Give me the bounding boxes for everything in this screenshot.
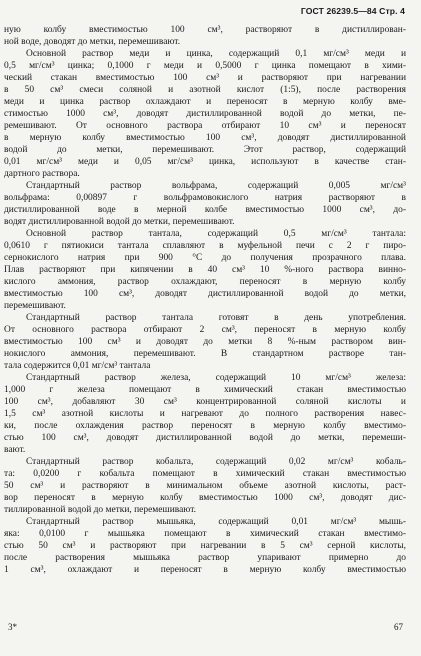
- text-line: Стандартный раствор вольфрама, содержащий 0,005 мг/см³: [26, 181, 406, 191]
- text-line: От основного раствора отбирают 2 см³, переносят в мерную колбу: [4, 325, 406, 335]
- text-line: Стандартный раствор железа, содержащий 10 мг/см³ железа:: [26, 373, 406, 383]
- text-line: ки, после охлаждения раствор переносят в мерную колбу вместимо-: [4, 421, 406, 431]
- text-line: сернокислого натрия при 900 °С до получения прозрачного плава.: [4, 253, 406, 263]
- text-line: тиллированной водой до метки, перемешивают.: [4, 505, 196, 515]
- text-line: водой до метки, перемешивают. Этот раствор, содержащий: [4, 145, 406, 155]
- text-line: ную колбу вместимостью 100 см³, растворяют в дистиллирован-: [4, 25, 406, 35]
- text-line: 1,5 см³ азотной кислоты и нагревают до полного растворения навес-: [4, 409, 406, 419]
- text-line: Стандартный раствор кобальта, содержащий 0,02 мг/см³ кобаль-: [26, 457, 406, 467]
- text-line: стимостью 1000 см³, доводят дистиллированной водой до метки, пе-: [4, 109, 406, 119]
- text-line: вместимостью 100 см³, доводят дистиллированной водой до метки,: [4, 289, 406, 299]
- text-line: 1,000 г железа помещают в химический стакан вместимостью: [4, 385, 406, 395]
- page-number: 67: [394, 622, 403, 632]
- text-line: яка: 0,0100 г мышьяка помещают в химический стакан вместимо-: [4, 529, 406, 539]
- text-line: перемешивают.: [4, 301, 66, 311]
- text-line: Стандартный раствор мышьяка, содержащий 0,01 мг/см³ мышь-: [26, 517, 406, 527]
- text-line: кислого аммония, раствор охлаждают, переносят в мерную колбу: [4, 277, 406, 287]
- text-line: водят дистиллированной водой до метки, перемешивают.: [4, 217, 235, 227]
- text-line: ной воде, доводят до метки, перемешивают.: [4, 37, 181, 47]
- text-line: ремешивают. От основного раствора отбирают 10 см³ и переносят: [4, 121, 406, 131]
- text-line: Основной раствор меди и цинка, содержащий 0,1 мг/см³ меди и: [26, 49, 406, 59]
- text-line: 0,5 мг/см³ цинка; 0,1000 г меди и 0,5000 г цинка помещают в хими-: [4, 61, 406, 71]
- text-line: тала содержится 0,01 мг/см³ тантала: [4, 361, 151, 371]
- text-line: стью 100 см³, доводят дистиллированной водой до метки, перемеши-: [4, 433, 406, 443]
- text-line: в мерную колбу вместимостью 100 см³, доводят дистиллированной: [4, 133, 406, 143]
- text-line: 0,01 мг/см³ меди и 0,05 мг/см³ цинка, используют в качестве стан-: [4, 157, 406, 167]
- text-line: Основной раствор тантала, содержащий 0,5 мг/см³ тантала:: [26, 229, 406, 239]
- body-text: [4, 24, 406, 576]
- text-line: после растворения мышьяка раствор упаривают примерно до: [4, 553, 406, 563]
- text-line: ческий стакан вместимостью 100 см³ и растворяют при нагревании: [4, 73, 406, 83]
- text-line: дартного раствора.: [4, 169, 80, 179]
- text-line: 100 см³, добавляют 30 см³ концентрированной соляной кислоты и: [4, 397, 406, 407]
- text-line: 0,0610 г пятиокиси тантала сплавляют в муфельной печи с 2 г пиро-: [4, 241, 406, 251]
- signature-mark: 3*: [8, 622, 17, 632]
- text-line: вольфрама: 0,00897 г вольфрамовокислого натрия растворяют в: [4, 193, 406, 203]
- text-line: вместимостью 100 см³ и доводят до метки 8 %-ным раствором вин-: [4, 337, 406, 347]
- text-line: меди и цинка раствор охлаждают и переносят в мерную колбу вме-: [4, 97, 406, 107]
- text-line: дистиллированной воде в мерной колбе вместимостью 1000 см³, до-: [4, 205, 406, 215]
- page-header: ГОСТ 26239.5—84 Стр. 4: [300, 6, 405, 16]
- text-line: Стандартный раствор тантала готовят в день употребления.: [26, 313, 406, 323]
- text-line: вор переносят в мерную колбу вместимостью 1000 см³, доводят дис-: [4, 493, 406, 503]
- text-line: в 50 см³ смеси соляной и азотной кислот (1:5), после растворения: [4, 85, 406, 95]
- text-line: нокислого аммония, перемешивают. В стандартном растворе тан-: [4, 349, 406, 359]
- text-line: Плав растворяют при кипячении в 40 см³ 10 %-ного раствора винно-: [4, 265, 406, 275]
- text-line: стью 50 см³ и растворяют при нагревании в 5 см³ серной кислоты,: [4, 541, 406, 551]
- text-line: вают.: [4, 445, 26, 455]
- text-line: 1 см³, охлаждают и переносят в мерную колбу вместимостью: [4, 565, 406, 575]
- text-line: 50 см³ и растворяют в минимальном объеме азотной кислоты, раст-: [4, 481, 406, 491]
- text-line: та: 0,0200 г кобальта помещают в химический стакан вместимостью: [4, 469, 406, 479]
